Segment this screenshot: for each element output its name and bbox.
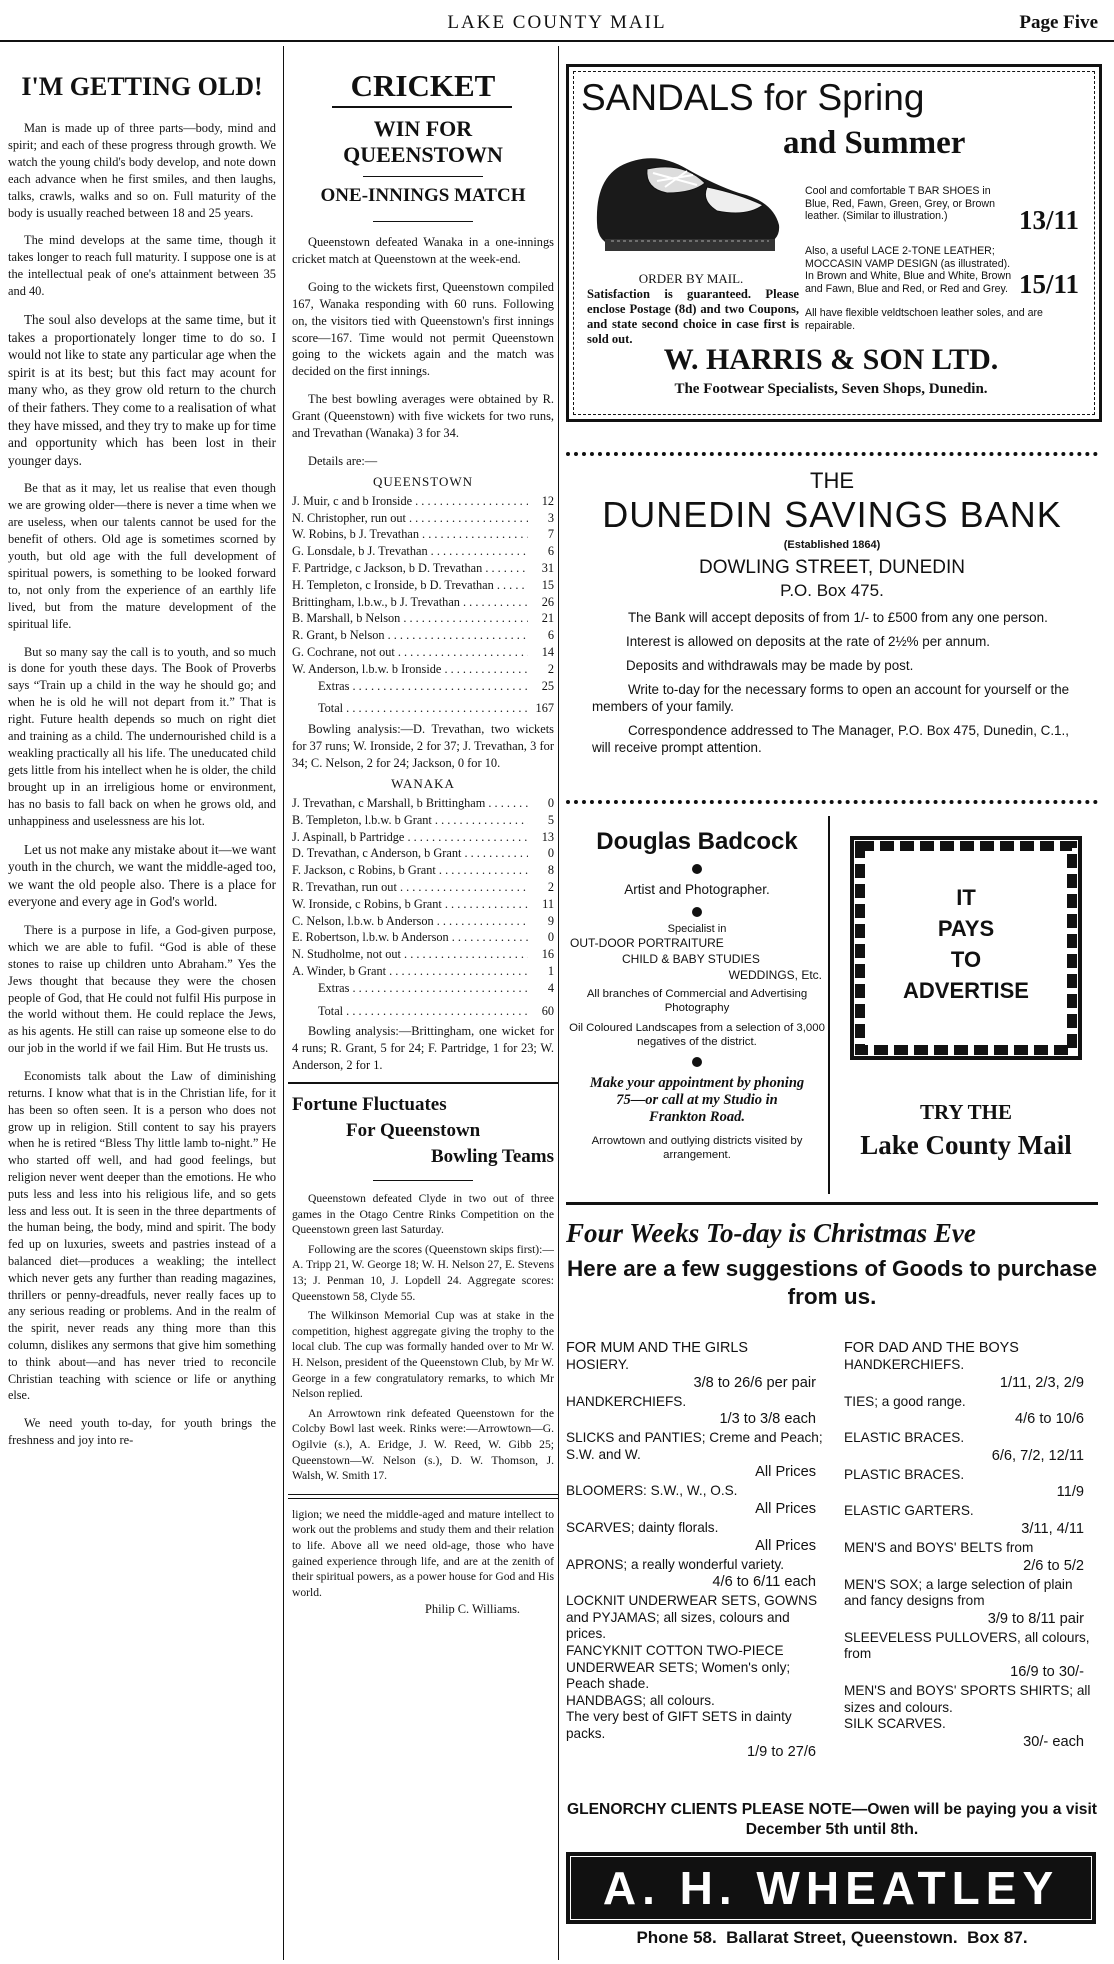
score-row: W. Ironside, c Robins, b Grant . . . 11 xyxy=(292,896,554,913)
firm-subtitle: The Footwear Specialists, Seven Shops, Dunedin. xyxy=(674,381,988,397)
score-row: R. Trevathan, run out . . . 2 xyxy=(292,879,554,896)
advertise-slogan: IT PAYS TO ADVERTISE xyxy=(903,885,1029,1003)
score-row: Extras . . . 25 xyxy=(292,678,554,695)
scorecard-wanaka xyxy=(292,795,554,997)
gift-item: MEN'S SOX; a large selection of plain and fancy designs from xyxy=(844,1576,1073,1609)
bullet-icon xyxy=(692,864,702,874)
divider xyxy=(373,1180,473,1181)
gift-price: 3/11, 4/11 xyxy=(1021,1520,1084,1537)
gift-item: PLASTIC BRACES. xyxy=(844,1466,965,1482)
score-row: D. Trevathan, c Anderson, b Grant . . . 0 xyxy=(292,845,554,862)
cricket-subtitle-2: ONE-INNINGS MATCH xyxy=(320,185,526,206)
column-rule-1 xyxy=(283,46,284,1960)
gift-price: 6/6, 7/2, 12/11 xyxy=(991,1447,1084,1464)
total-row: Total . . . 167 xyxy=(292,700,554,717)
specialist-label: Specialist in xyxy=(667,923,727,935)
score-row: W. Robins, b J. Trevathan . . . 7 xyxy=(292,526,554,543)
bank-name: DUNEDIN SAVINGS BANK xyxy=(602,494,1062,535)
section-rule xyxy=(566,1202,1098,1205)
price-t-bar: 13/11 xyxy=(1019,205,1080,235)
firm-name: W. HARRIS & SON LTD. xyxy=(663,343,999,376)
paragraph-continued: ligion; we need the middle-aged and mature intellect to work out the problems and study them and their relation to life. Above all we need old-age, those who have gained experience through life, and are at the zenith of their spiritual powers, as a power house for God and His world. xyxy=(292,1507,554,1599)
paragraph: Queenstown defeated Clyde in two out of three games in the Otago Centre Rinks Competition on the Queenstown green last Saturday. xyxy=(292,1192,554,1237)
photographer-name: Douglas Badcock xyxy=(596,828,798,855)
gift-item: HOSIERY. xyxy=(566,1357,629,1372)
paragraph: The mind develops at the same time, though it takes longer to reach full maturity. I suppose one is at the intellectual peak of one's attainment between 35 and 40. xyxy=(8,233,276,299)
paragraph: Economists talk about the Law of diminishing returns. I know what that is in the Christian life, for it has been so often seen. It is a person who does not grow up in religion. Still content to say his prayers when he is retired “Bless Thy little lamb to-night.” He who started off well, and had good feelings, but religion never went deeper than the emotions. He who puts less and less into his religious life, and so gets less and less out. It is seen in the three departments of the human being, the body, mind and spirit. The body fed up on luxuries, sweets and pastries instead of a balanced diet—produces a weakling; the intellect which never gets any further than reading magazines, thrillers or penny-dreadfuls, never really faces up to any serious reading or problems. And in the realm of the spirit, never reads any thing more than this column, dislikes any sermons that give him something to think about—and has never tried to reconcile Christian teaching with science or life or anything else. xyxy=(8,1069,276,1403)
gift-item: MEN'S and BOYS' SPORTS SHIRTS; all sizes and colours. xyxy=(844,1682,1091,1715)
gift-item: BLOOMERS: S.W., W., O.S. xyxy=(566,1483,738,1499)
score-row: J. Muir, c and b Ironside . . . 12 xyxy=(292,493,554,510)
photographer-role: Artist and Photographer. xyxy=(624,882,770,897)
bank-line: The Bank will accept deposits of from 1/- to £500 from any one person. xyxy=(628,610,1048,625)
paragraph: Man is made up of three parts—body, mind and spirit; and each of these progress through growth. We watch the young child's body develop, and note down each advance when he first smiles, and then laughs, talks, crawls, walks and so on. Full maturity of the body is usually reached between 18 and 25 years. xyxy=(8,121,276,220)
gift-item: APRONS; a really wonderful variety. xyxy=(566,1556,785,1572)
dotted-rule xyxy=(566,800,1098,804)
total-row: Total . . . 60 xyxy=(292,1003,554,1020)
wheatley-name: A. H. WHEATLEY xyxy=(602,1862,1060,1914)
paragraph: We need youth to-day, for youth brings the freshness and joy into re- xyxy=(8,1416,276,1447)
paragraph: There is a purpose in life, a God-given purpose, which we are able to fufil. “God is able of these stones to raise up children unto Abraham.” Yes the Jews thought that because they were the chosen people of God, that He could not fulfil His purpose in the world without them. He could replace the Jews, as his agents. He still can raise up someone else to do our job in the world if we fail Him. But He trusts us. xyxy=(8,922,276,1056)
sport-column xyxy=(292,64,554,1617)
gifts-women xyxy=(566,1340,828,1763)
specialty: CHILD & BABY STUDIES xyxy=(622,952,760,966)
lace-description: Also, a useful LACE 2-TONE LEATHER; MOCCASIN VAMP DESIGN (as illustrated). In Brown and White, Blue and White, Brown and Fawn, Blue and Red, or Red and Grey. xyxy=(805,245,1012,295)
cricket-subtitle: WIN FOR QUEENSTOWN xyxy=(343,116,503,167)
order-text: Satisfaction is guaranteed. Please enclose Postage (8d) and two Coupons, and state second choice in case first is sold out. xyxy=(587,287,799,346)
bowling-title: Fortune Fluctuates For Queenstown Bowling Teams xyxy=(292,1094,554,1168)
ad-headline: SANDALS for Spring xyxy=(581,77,925,118)
paragraph: Going to the wickets first, Queenstown compiled 167, Wanaka responding with 60 runs. Following on, the visitors tied with Queenstown's first innings score—167. Time would not permit Queenstown going to the wickets again and the match was decided on the first innings. xyxy=(292,279,554,379)
score-row: J. Trevathan, c Marshall, b Brittingham . . . 0 xyxy=(292,795,554,812)
score-row: G. Lonsdale, b J. Trevathan . . . 6 xyxy=(292,543,554,560)
section-rule xyxy=(288,1494,558,1499)
gift-item: ELASTIC BRACES. xyxy=(844,1430,965,1446)
header-rule xyxy=(0,40,1114,42)
page-number: Page Five xyxy=(1019,12,1098,33)
divider xyxy=(373,221,473,222)
score-row: C. Nelson, l.b.w. b Anderson . . . 9 xyxy=(292,913,554,930)
team-heading: QUEENSTOWN xyxy=(372,473,474,489)
bowling-analysis: Bowling analysis:—D. Trevathan, two wickets for 37 runs; W. Ironside, 2 for 37; J. Trevathan, 3 for 34; C. Nelson, 2 for 24; Jackson, 0 for 10. xyxy=(292,722,554,771)
ad-savings-bank xyxy=(566,468,1098,763)
score-row: H. Templeton, c Ironside, b D. Trevathan . . . 15 xyxy=(292,577,554,594)
christmas-headline: Four Weeks To-day is Christmas Eve xyxy=(566,1218,976,1248)
gift-price: 1/9 to 27/6 xyxy=(747,1743,816,1760)
gift-item: SILK SCARVES. xyxy=(844,1716,946,1732)
appointment-note: Make your appointment by phoning 75—or call at my Studio in Frankton Road. xyxy=(589,1075,805,1125)
score-row: W. Anderson, l.b.w. b Ironside . . . 2 xyxy=(292,661,554,678)
gift-list xyxy=(844,1357,1096,1751)
gift-item: ELASTIC GARTERS. xyxy=(844,1503,974,1519)
gift-item: The very best of GIFT SETS in dainty packs. xyxy=(566,1709,792,1741)
gift-item: SCARVES; dainty florals. xyxy=(566,1519,719,1535)
wheatley-banner xyxy=(566,1852,1096,1924)
gift-heading: FOR DAD AND THE BOYS xyxy=(844,1340,1019,1356)
score-row: Extras . . . 4 xyxy=(292,980,554,997)
bank-line: Deposits and withdrawals may be made by post. xyxy=(626,658,914,673)
try-the: TRY THE xyxy=(919,1100,1013,1124)
gift-item: LOCKNIT UNDERWEAR SETS, GOWNS and PYJAMAS; all sizes, colours and prices. xyxy=(566,1593,818,1642)
gift-item: MEN'S and BOYS' BELTS from xyxy=(844,1539,1034,1555)
paragraph: Queenstown defeated Wanaka in a one-innings cricket match at Queenstown at the week-end. xyxy=(292,235,554,266)
cricket-title: CRICKET xyxy=(350,68,496,103)
ad-wheatley xyxy=(566,1218,1098,1311)
gift-item: FANCYKNIT COTTON TWO-PIECE UNDERWEAR SETS; Women's only; Peach shade. xyxy=(566,1642,791,1692)
gift-price: 1/3 to 3/8 each xyxy=(719,1411,816,1428)
title-underline xyxy=(332,106,512,108)
score-row: N. Christopher, run out . . . 3 xyxy=(292,510,554,527)
score-row: B. Templeton, l.b.w. b Grant . . . 5 xyxy=(292,812,554,829)
gift-heading: FOR MUM AND THE GIRLS xyxy=(566,1340,749,1356)
gift-price: All Prices xyxy=(755,1464,816,1481)
score-row: B. Marshall, b Nelson . . . 21 xyxy=(292,610,554,627)
score-row: F. Jackson, c Robins, b Grant . . . 8 xyxy=(292,862,554,879)
paragraph: An Arrowtown rink defeated Queenstown for the Colcby Bowl last week. Rinks were:—Arrowtown—G. Ogilvie (s.), A. Eridge, J. W. Reed, W. Gibb 25; Queenstown—W. Nelson (s.), D. W. Thomson, J. Walsh, W. Smith 17. xyxy=(292,1406,554,1483)
bank-line: Write to-day for the necessary forms to open an account for yourself or the members of your family. xyxy=(592,682,1070,714)
bank-established: (Established 1864) xyxy=(783,539,881,551)
gift-price: 2/6 to 5/2 xyxy=(1023,1557,1084,1574)
article-title: I'M GETTING OLD! xyxy=(21,72,263,101)
paragraph: But so many say the call is to youth, and so much is done for youth these days. The Book of Proverbs says “Train up a child in the way he should go; and when he is old he will not depart from it.” That is right. Future health depends so much on right diet and training as a child. The undernourished child is a weakling practically all his life. The uneducated child gets little from his intellect when he is older, the child brought up in an irreligious home or environment, has no basis to fall back on when he grows old, and unhappiness and uselessness are his lot. xyxy=(8,644,276,828)
article-getting-old xyxy=(8,64,276,1460)
paper-name: Lake County Mail xyxy=(860,1130,1072,1160)
score-row: R. Grant, b Nelson . . . 6 xyxy=(292,627,554,644)
gift-price: All Prices xyxy=(755,1537,816,1554)
gift-price: 4/6 to 10/6 xyxy=(1015,1411,1084,1428)
gift-price: 1/11, 2/3, 2/9 xyxy=(999,1374,1084,1391)
paragraph: The best bowling averages were obtained by R. Grant (Queenstown) with five wickets for two runs, and Trevathan (Wanaka) 3 for 34. xyxy=(292,392,554,441)
gift-price: 11/9 xyxy=(1056,1484,1084,1501)
district-note: Arrowtown and outlying districts visited by arrangement. xyxy=(591,1135,803,1161)
bullet-icon xyxy=(692,907,702,917)
specialty: WEDDINGS, Etc. xyxy=(728,968,822,982)
gift-price: All Prices xyxy=(755,1500,816,1517)
bank-the: THE xyxy=(810,468,854,493)
ad-headline-2: and Summer xyxy=(783,125,966,161)
order-by-mail: ORDER BY MAIL. xyxy=(638,271,744,286)
divider xyxy=(363,176,483,177)
specialty: OUT-DOOR PORTRAITURE xyxy=(570,936,724,950)
score-row: A. Winder, b Grant . . . 1 xyxy=(292,963,554,980)
advertise-box xyxy=(850,836,1082,1060)
paragraph: Let us not make any mistake about it—we want youth in the church, we want the middle-aged too, we want the old people also. There is a place for everyone and every age in God's world. xyxy=(8,841,276,910)
gift-item: SLICKS and PANTIES; Creme and Peach; S.W. and W. xyxy=(566,1430,823,1462)
score-row: G. Cochrane, not out . . . 14 xyxy=(292,644,554,661)
section-rule xyxy=(288,1082,558,1084)
paragraph: Be that as it may, let us realise that even though we are growing older—there is never a time when we are useless, when our talents cannot be used for the benefit of others. Old age is sometimes scorned by youth, but old age with the full development of spiritual powers, is something to be looked forward to, not only from the experience of an earthly life lived, but from the mature development of the spiritual life. xyxy=(8,481,276,631)
gift-item: TIES; a good range. xyxy=(844,1393,966,1409)
bank-box: P.O. Box 475. xyxy=(780,581,884,600)
gift-item: HANDKERCHIEFS. xyxy=(566,1393,687,1409)
gifts-men xyxy=(844,1340,1096,1753)
gift-price: 16/9 to 30/- xyxy=(1010,1663,1084,1680)
ad-sandals xyxy=(566,64,1102,422)
glenorchy-note: GLENORCHY CLIENTS PLEASE NOTE—Owen will be paying you a visit December 5th until 8th. xyxy=(567,1801,1097,1838)
commercial-note: All branches of Commercial and Advertising Photography xyxy=(586,988,808,1014)
gift-item: SLEEVELESS PULLOVERS, all colours, from xyxy=(844,1629,1090,1662)
column-rule-2 xyxy=(558,46,559,1960)
paragraph: Details are:— xyxy=(308,453,378,468)
gift-item: HANDBAGS; all colours. xyxy=(566,1692,715,1708)
gift-item: HANDKERCHIEFS. xyxy=(844,1357,965,1372)
paragraph: The Wilkinson Memorial Cup was at stake in the competition, highest aggregate giving the trophy to the local club. The cup was formally handed over to Mr W. H. Nelson, president of the Queenstown Club, by Mr W. George in a few congratulatory remarks, to which Mr Nelson replied. xyxy=(292,1309,554,1401)
gift-price: 3/9 to 8/11 pair xyxy=(987,1610,1084,1627)
score-row: F. Partridge, c Jackson, b D. Trevathan . . . 31 xyxy=(292,560,554,577)
bullet-icon xyxy=(692,1057,702,1067)
score-row: N. Studholme, not out . . . 16 xyxy=(292,946,554,963)
author-byline: Philip C. Williams. xyxy=(425,1602,520,1617)
paragraph: Following are the scores (Queenstown skips first):—A. Tripp 21, W. George 18; W. H. Nelson 27, E. Stevens 13; J. Penman 10, J. Lopdell 24. Aggregate scores: Queenstown 58, Clyde 55. xyxy=(292,1242,554,1303)
bank-street: DOWLING STREET, DUNEDIN xyxy=(698,557,966,578)
gift-price: 30/- each xyxy=(1023,1733,1084,1750)
t-bar-description: Cool and comfortable T BAR SHOES in Blue, Red, Fawn, Green, Grey, or Brown leather. (Similar to illustration.) xyxy=(805,185,995,222)
christmas-subheadline: Here are a few suggestions of Goods to purchase from us. xyxy=(566,1256,1098,1309)
score-row: J. Aspinall, b Partridge . . . 13 xyxy=(292,829,554,846)
price-lace: 15/11 xyxy=(1019,269,1080,299)
sole-note: All have flexible veldtschoen leather soles, and are repairable. xyxy=(805,307,1043,332)
scorecard-queenstown xyxy=(292,493,554,695)
paragraph: The soul also develops at the same time, but it takes a proportionately longer time to do so. I would not like to state any particular age when the spirit is at its best; but this fact may acount for many who, as they grow old return to the church of their fathers. They come to a realisation of what they have missed, and they try to make up for time and opportunity which has been lost in their younger days. xyxy=(8,312,276,468)
bank-line: Correspondence addressed to The Manager, P.O. Box 475, Dunedin, C.1., will receive prompt attention. xyxy=(592,723,1069,755)
bank-line: Interest is allowed on deposits at the rate of 2½% per annum. xyxy=(626,634,990,649)
page-header xyxy=(0,6,1114,36)
ad-photographer xyxy=(566,816,830,1194)
gift-price: 4/6 to 6/11 each xyxy=(712,1574,816,1591)
bowling-analysis: Bowling analysis:—Brittingham, one wicket for 4 runs; R. Grant, 5 for 24; F. Partridge, 1 for 23; W. Anderson, 2 for 1. xyxy=(292,1024,554,1073)
gift-list xyxy=(566,1357,828,1761)
newspaper-title: LAKE COUNTY MAIL xyxy=(447,12,667,33)
landscape-note: Oil Coloured Landscapes from a selection of 3,000 negatives of the district. xyxy=(569,1022,825,1048)
score-row: Brittingham, l.b.w., b J. Trevathan . . . 26 xyxy=(292,594,554,611)
score-row: E. Robertson, l.b.w. b Anderson . . . 0 xyxy=(292,929,554,946)
team-heading: WANAKA xyxy=(391,775,455,791)
wheatley-contact: Phone 58. Ballarat Street, Queenstown. Box 87. xyxy=(636,1928,1028,1947)
shoe-illustration xyxy=(587,135,787,263)
dotted-rule xyxy=(566,452,1098,456)
gift-price: 3/8 to 26/6 per pair xyxy=(693,1374,816,1391)
